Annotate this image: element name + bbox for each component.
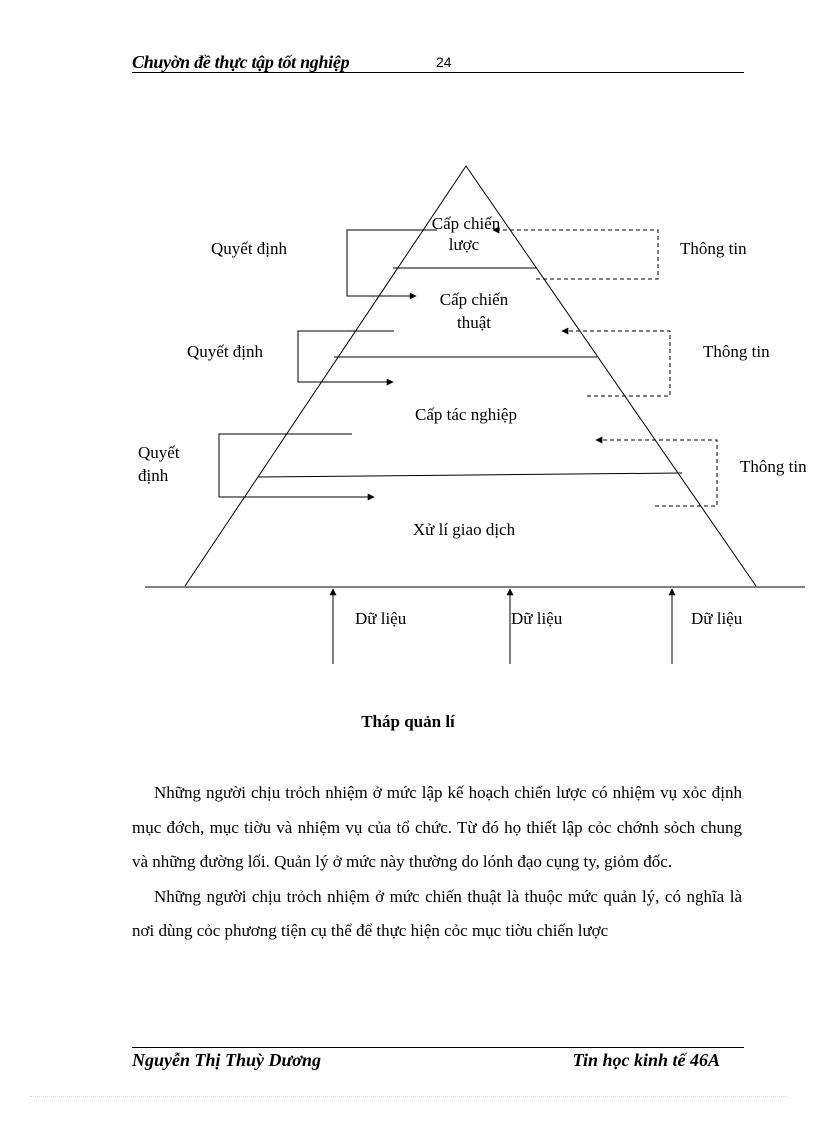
- info-label-2: Thông tin: [703, 342, 770, 361]
- data-label-1: Dữ liệu: [355, 609, 407, 628]
- decision-label-3-line1: Quyết: [138, 443, 180, 462]
- decision-label-3-line2: định: [138, 466, 169, 485]
- level-divider: [258, 473, 682, 477]
- footer-rule: [132, 1047, 744, 1048]
- body-text: [132, 776, 742, 949]
- figure-caption: Tháp quản lí: [361, 712, 455, 731]
- level-label-transaction: Xử lí giao dịch: [412, 520, 516, 539]
- paragraph-1: Những người chịu trỏch nhiệm ở mức lập kế hoạch chiến lược có nhiệm vụ xỏc định mục đớch, mục tiờu và nhiệm vụ của tổ chức. Từ đó họ thiết lập cỏc chớnh sỏch chung và những đường lối. Quản lý ở mức này thường do lónh đạo cụng ty, giỏm đốc.: [132, 783, 742, 871]
- footer-author: Nguyễn Thị Thuỳ Dương: [132, 1050, 321, 1070]
- document-header-title: Chuyờn đề thực tập tốt nghiệp: [132, 52, 350, 72]
- level-label-tactical-2: thuật: [457, 313, 491, 332]
- info-loop-1: [493, 230, 658, 279]
- level-label-strategic-1: Cấp chiến: [431, 214, 501, 233]
- decision-loop-1: [347, 230, 437, 296]
- info-loop-2: [562, 331, 670, 396]
- level-label-tactical-1: Cấp chiến: [439, 290, 509, 309]
- data-label-2: Dữ liệu: [511, 609, 563, 628]
- footer-class: Tin học kinh tế 46A: [572, 1050, 720, 1070]
- info-label-3: Thông tin: [740, 457, 807, 476]
- data-label-3: Dữ liệu: [691, 609, 743, 628]
- info-label-1: Thông tin: [680, 239, 747, 258]
- level-label-strategic-2: lược: [448, 235, 480, 254]
- page-number: 24: [436, 54, 452, 70]
- decision-loop-3: [219, 434, 374, 497]
- page-bottom-border: [30, 1096, 786, 1097]
- decision-label-1: Quyết định: [211, 239, 288, 258]
- paragraph-2: Những người chịu trỏch nhiệm ở mức chiến thuật là thuộc mức quản lý, có nghĩa là nơi dùng cỏc phương tiện cụ thể để thực hiện cỏc mục tiờu chiến lược: [132, 886, 742, 940]
- decision-label-2: Quyết định: [187, 342, 264, 361]
- level-label-operational: Cấp tác nghiệp: [415, 405, 517, 424]
